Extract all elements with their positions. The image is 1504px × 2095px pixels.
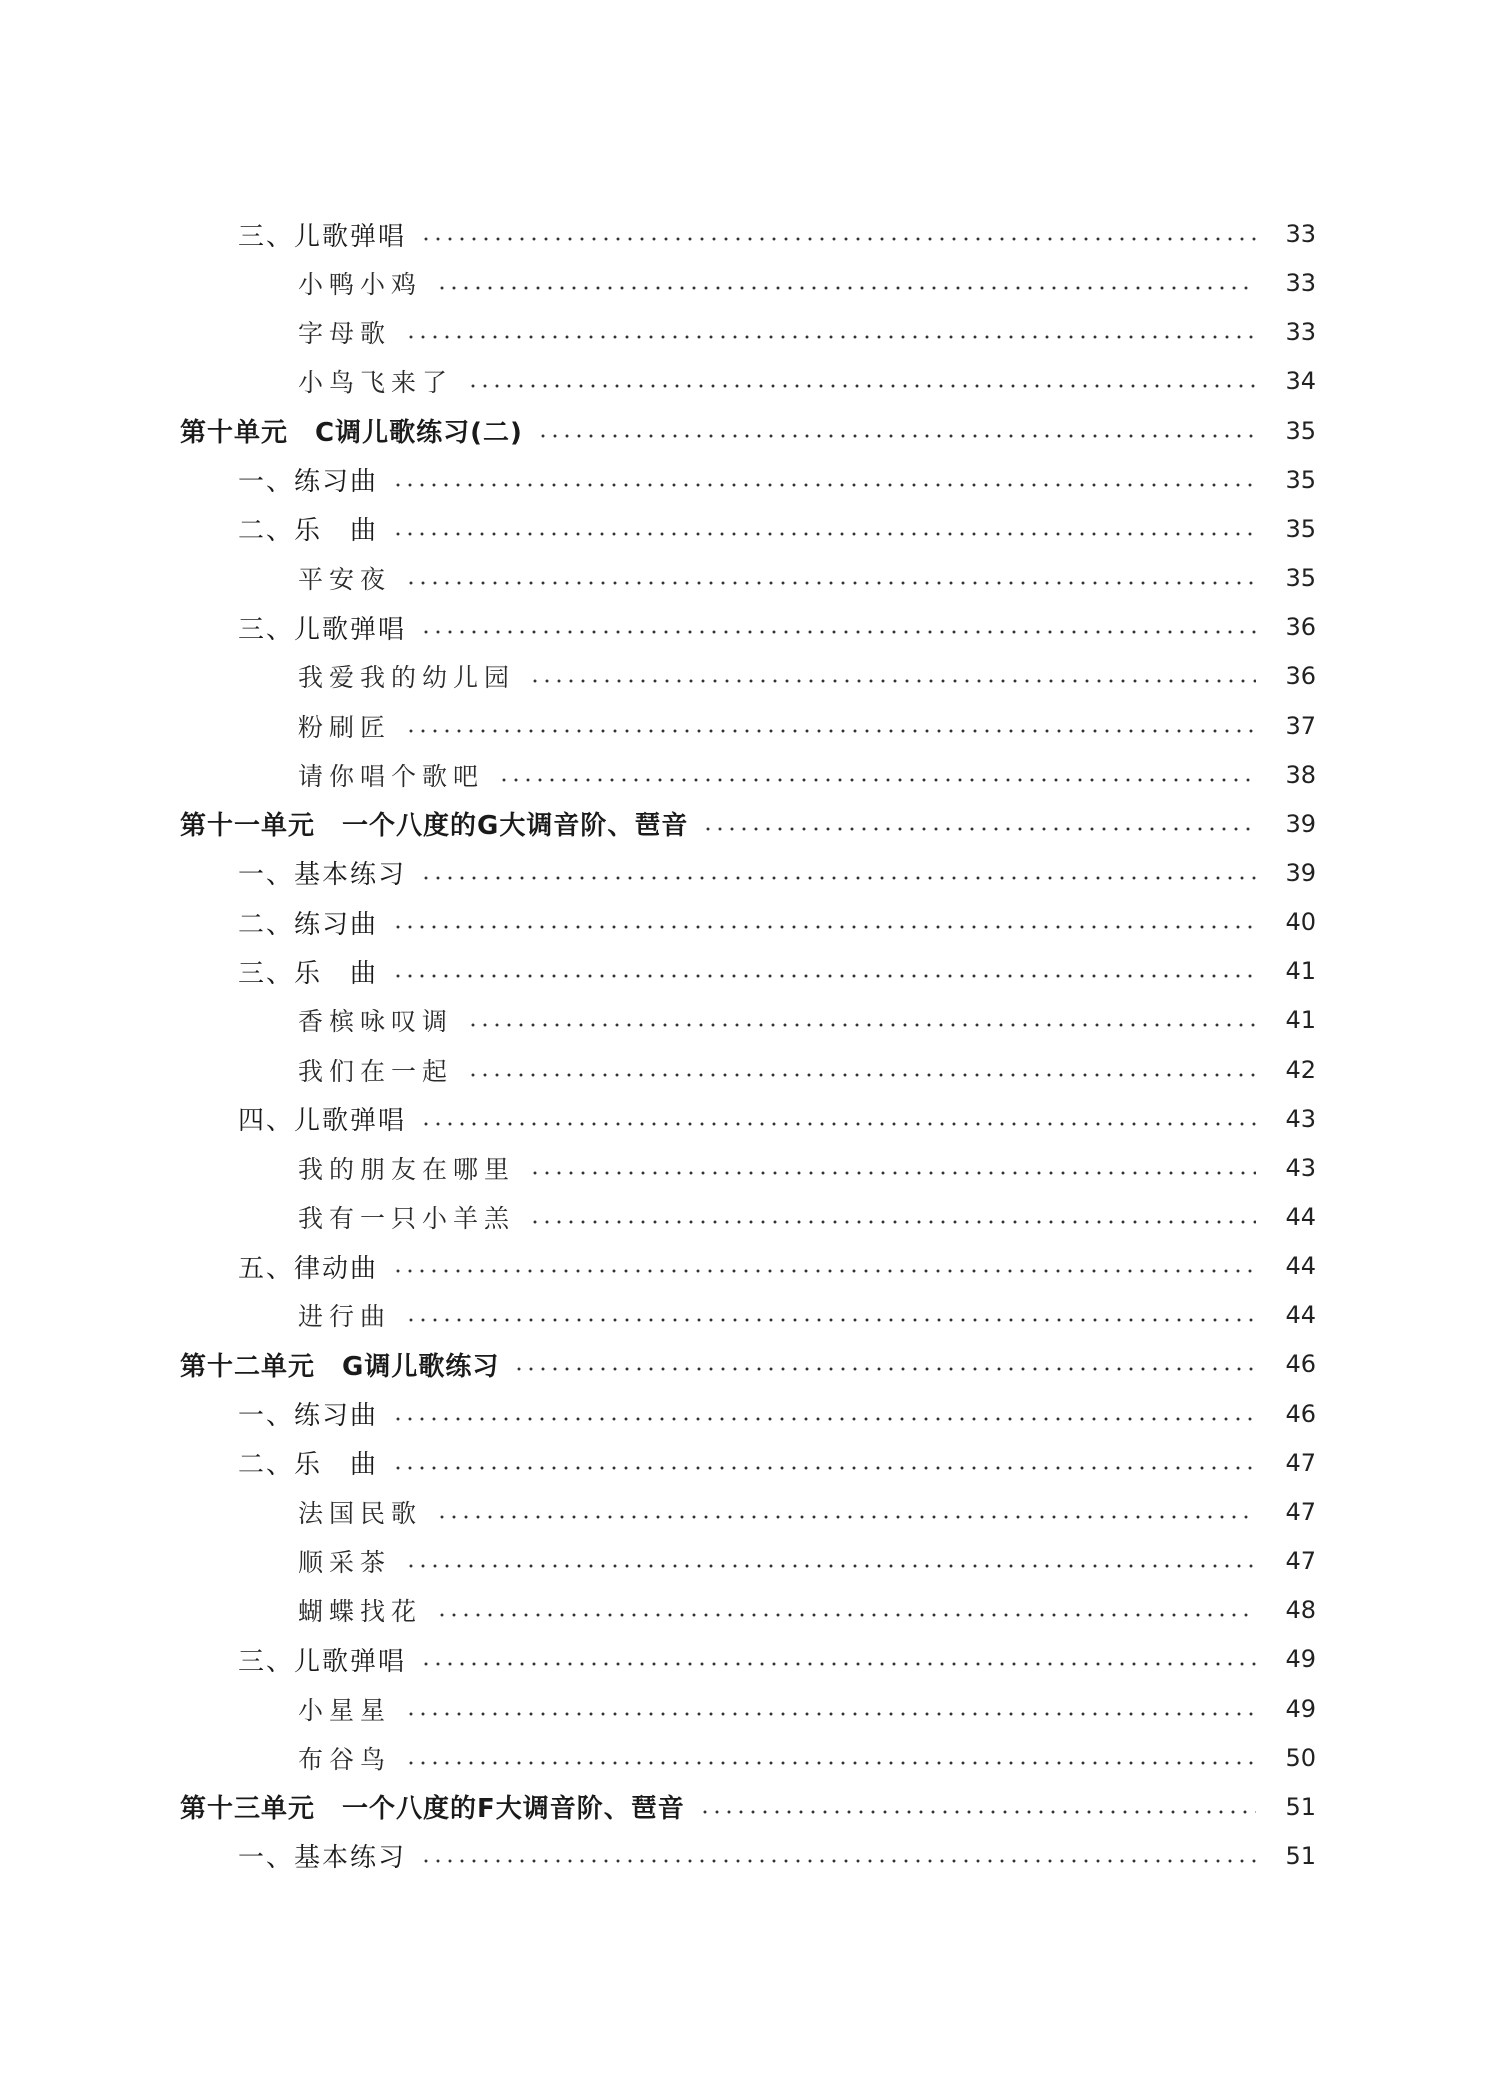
toc-entry-item[interactable]: [0, 1738, 1504, 1778]
toc-entry-item[interactable]: [0, 1295, 1504, 1335]
toc-entry-item[interactable]: [0, 361, 1504, 401]
toc-entry-title: 小鸭小鸡: [298, 270, 423, 300]
toc-entry-item[interactable]: [0, 1148, 1504, 1188]
toc-entry-title: 小鸟飞来了: [298, 368, 454, 398]
toc-entry-section[interactable]: [0, 607, 1504, 647]
dot-leader: [467, 1073, 1256, 1077]
toc-entry-title: 二、乐 曲: [238, 516, 379, 547]
toc-page-number: 48: [1285, 1596, 1316, 1625]
toc-entry-section[interactable]: [0, 951, 1504, 991]
toc-entry-title: 粉刷匠: [298, 712, 392, 742]
toc-entry-title: 布谷鸟: [298, 1744, 392, 1774]
dot-leader: [467, 384, 1256, 388]
toc-entry-item[interactable]: [0, 706, 1504, 746]
toc-entry-title: 香槟咏叹调: [298, 1007, 454, 1037]
toc-entry-item[interactable]: [0, 1000, 1504, 1040]
dot-leader: [405, 1761, 1256, 1765]
toc-page-number: 36: [1285, 662, 1316, 691]
toc-page-number: 47: [1285, 1448, 1316, 1477]
toc-page-number: 36: [1285, 613, 1316, 642]
dot-leader: [405, 1712, 1256, 1716]
toc-page-number: 42: [1285, 1055, 1316, 1084]
toc-entry-title: 三、儿歌弹唱: [238, 614, 407, 645]
toc-entry-title: 平安夜: [298, 565, 392, 595]
toc-page-number: 35: [1285, 514, 1316, 543]
toc-entry-item[interactable]: [0, 1541, 1504, 1581]
toc-page-number: 50: [1285, 1743, 1316, 1772]
toc-page-number: 33: [1285, 269, 1316, 298]
toc-page-number: 35: [1285, 416, 1316, 445]
toc-page-number: 46: [1285, 1350, 1316, 1379]
toc-page-number: 49: [1285, 1694, 1316, 1723]
dot-leader: [405, 335, 1256, 339]
toc-entry-item[interactable]: [0, 1050, 1504, 1090]
dot-leader: [436, 286, 1256, 290]
dot-leader: [702, 827, 1256, 831]
toc-page-number: 34: [1285, 367, 1316, 396]
toc-entry-section[interactable]: [0, 1836, 1504, 1876]
dot-leader: [392, 483, 1256, 487]
toc-entry-title: 法国民歌: [298, 1498, 423, 1528]
toc-entry-item[interactable]: [0, 1689, 1504, 1729]
toc-entry-unit[interactable]: [0, 1787, 1504, 1827]
dot-leader: [436, 1613, 1256, 1617]
toc-page-number: 41: [1285, 1006, 1316, 1035]
dot-leader: [513, 1367, 1256, 1371]
toc-page-number: 38: [1285, 760, 1316, 789]
dot-leader: [436, 1515, 1256, 1519]
toc-entry-title: 进行曲: [298, 1302, 392, 1332]
toc-entry-unit[interactable]: [0, 1344, 1504, 1384]
toc-entry-unit[interactable]: [0, 804, 1504, 844]
toc-page-number: 43: [1285, 1153, 1316, 1182]
toc-entry-item[interactable]: [0, 1590, 1504, 1630]
toc-page-number: 51: [1285, 1792, 1316, 1821]
dot-leader: [392, 532, 1256, 536]
dot-leader: [420, 876, 1256, 880]
toc-page-number: 51: [1285, 1841, 1316, 1870]
toc-entry-title: 三、儿歌弹唱: [238, 1646, 407, 1677]
toc-entry-item[interactable]: [0, 312, 1504, 352]
toc-entry-title: 我们在一起: [298, 1056, 454, 1086]
dot-leader: [420, 1662, 1256, 1666]
dot-leader: [420, 1122, 1256, 1126]
toc-page-number: 43: [1285, 1104, 1316, 1133]
toc-page-number: 33: [1285, 220, 1316, 248]
dot-leader: [392, 1466, 1256, 1470]
toc-entry-title: 第十单元 C调儿歌练习(二): [180, 418, 523, 449]
toc-entry-title: 第十三单元 一个八度的F大调音阶、琶音: [180, 1794, 685, 1825]
toc-page-number: 49: [1285, 1645, 1316, 1674]
dot-leader: [392, 1417, 1256, 1421]
toc-entry-section[interactable]: [0, 214, 1504, 254]
toc-entry-section[interactable]: [0, 1443, 1504, 1483]
toc-entry-title: 一、练习曲: [238, 467, 379, 498]
dot-leader: [420, 630, 1256, 634]
dot-leader: [529, 679, 1256, 683]
toc-entry-title: 二、乐 曲: [238, 1450, 379, 1481]
toc-entry-title: 四、儿歌弹唱: [238, 1106, 407, 1137]
toc-entry-section[interactable]: [0, 509, 1504, 549]
toc-entry-title: 第十一单元 一个八度的G大调音阶、琶音: [180, 811, 689, 842]
dot-leader: [420, 237, 1256, 241]
toc-page-number: 40: [1285, 908, 1316, 937]
toc-entry-section[interactable]: [0, 460, 1504, 500]
toc-page-number: 35: [1285, 564, 1316, 593]
toc-entry-title: 三、儿歌弹唱: [238, 221, 407, 252]
toc-entry-section[interactable]: [0, 902, 1504, 942]
dot-leader: [405, 581, 1256, 585]
dot-leader: [498, 778, 1256, 782]
toc-page-number: 47: [1285, 1497, 1316, 1526]
dot-leader: [467, 1023, 1256, 1027]
dot-leader: [529, 1171, 1256, 1175]
toc-entry-unit[interactable]: [0, 411, 1504, 451]
dot-leader: [405, 1564, 1256, 1568]
toc-entry-title: 三、乐 曲: [238, 958, 379, 989]
toc-page-number: 47: [1285, 1547, 1316, 1576]
toc-page-number: 37: [1285, 711, 1316, 740]
toc-entry-item[interactable]: [0, 1492, 1504, 1532]
dot-leader: [405, 729, 1256, 733]
toc-entry-title: 一、基本练习: [238, 1843, 407, 1874]
dot-leader: [699, 1810, 1256, 1814]
toc-entry-title: 二、练习曲: [238, 909, 379, 940]
toc-entry-title: 我爱我的幼儿园: [298, 663, 516, 693]
dot-leader: [420, 1859, 1256, 1863]
toc-page-number: 44: [1285, 1203, 1316, 1231]
toc-entry-item[interactable]: [0, 755, 1504, 795]
toc-entry-title: 请你唱个歌吧: [298, 761, 485, 791]
dot-leader: [392, 1269, 1256, 1273]
toc-entry-item[interactable]: [0, 558, 1504, 598]
toc-entry-title: 小星星: [298, 1695, 392, 1725]
dot-leader: [529, 1220, 1256, 1224]
toc-entry-title: 顺采茶: [298, 1548, 392, 1578]
toc-entry-title: 我的朋友在哪里: [298, 1154, 516, 1184]
dot-leader: [392, 925, 1256, 929]
toc-page-number: 35: [1285, 465, 1316, 494]
dot-leader: [405, 1318, 1256, 1322]
toc-entry-section[interactable]: [0, 1099, 1504, 1139]
toc-entry-section[interactable]: [0, 1246, 1504, 1286]
toc-entry-title: 蝴蝶找花: [298, 1597, 423, 1627]
toc-entry-item[interactable]: [0, 263, 1504, 303]
toc-entry-title: 我有一只小羊羔: [298, 1204, 516, 1233]
toc-page-number: 33: [1285, 318, 1316, 347]
toc-entry-section[interactable]: [0, 853, 1504, 893]
toc-entry-section[interactable]: [0, 1639, 1504, 1679]
toc-page-number: 41: [1285, 957, 1316, 986]
toc-entry-title: 第十二单元 G调儿歌练习: [180, 1351, 500, 1382]
toc-page-number: 44: [1285, 1252, 1316, 1281]
toc-page-number: 46: [1285, 1399, 1316, 1428]
toc-entry-title: 五、律动曲: [238, 1253, 379, 1284]
toc-entry-section[interactable]: [0, 1394, 1504, 1434]
toc-entry-title: 一、练习曲: [238, 1401, 379, 1432]
toc-page-number: 39: [1285, 809, 1316, 838]
toc-entry-title: 一、基本练习: [238, 860, 407, 891]
toc-entry-item[interactable]: [0, 1197, 1504, 1237]
toc-entry-item[interactable]: [0, 656, 1504, 696]
toc-page-number: 44: [1285, 1301, 1316, 1330]
dot-leader: [392, 974, 1256, 978]
toc-entry-title: 字母歌: [298, 319, 392, 349]
toc-page-number: 39: [1285, 858, 1316, 887]
dot-leader: [537, 434, 1256, 438]
